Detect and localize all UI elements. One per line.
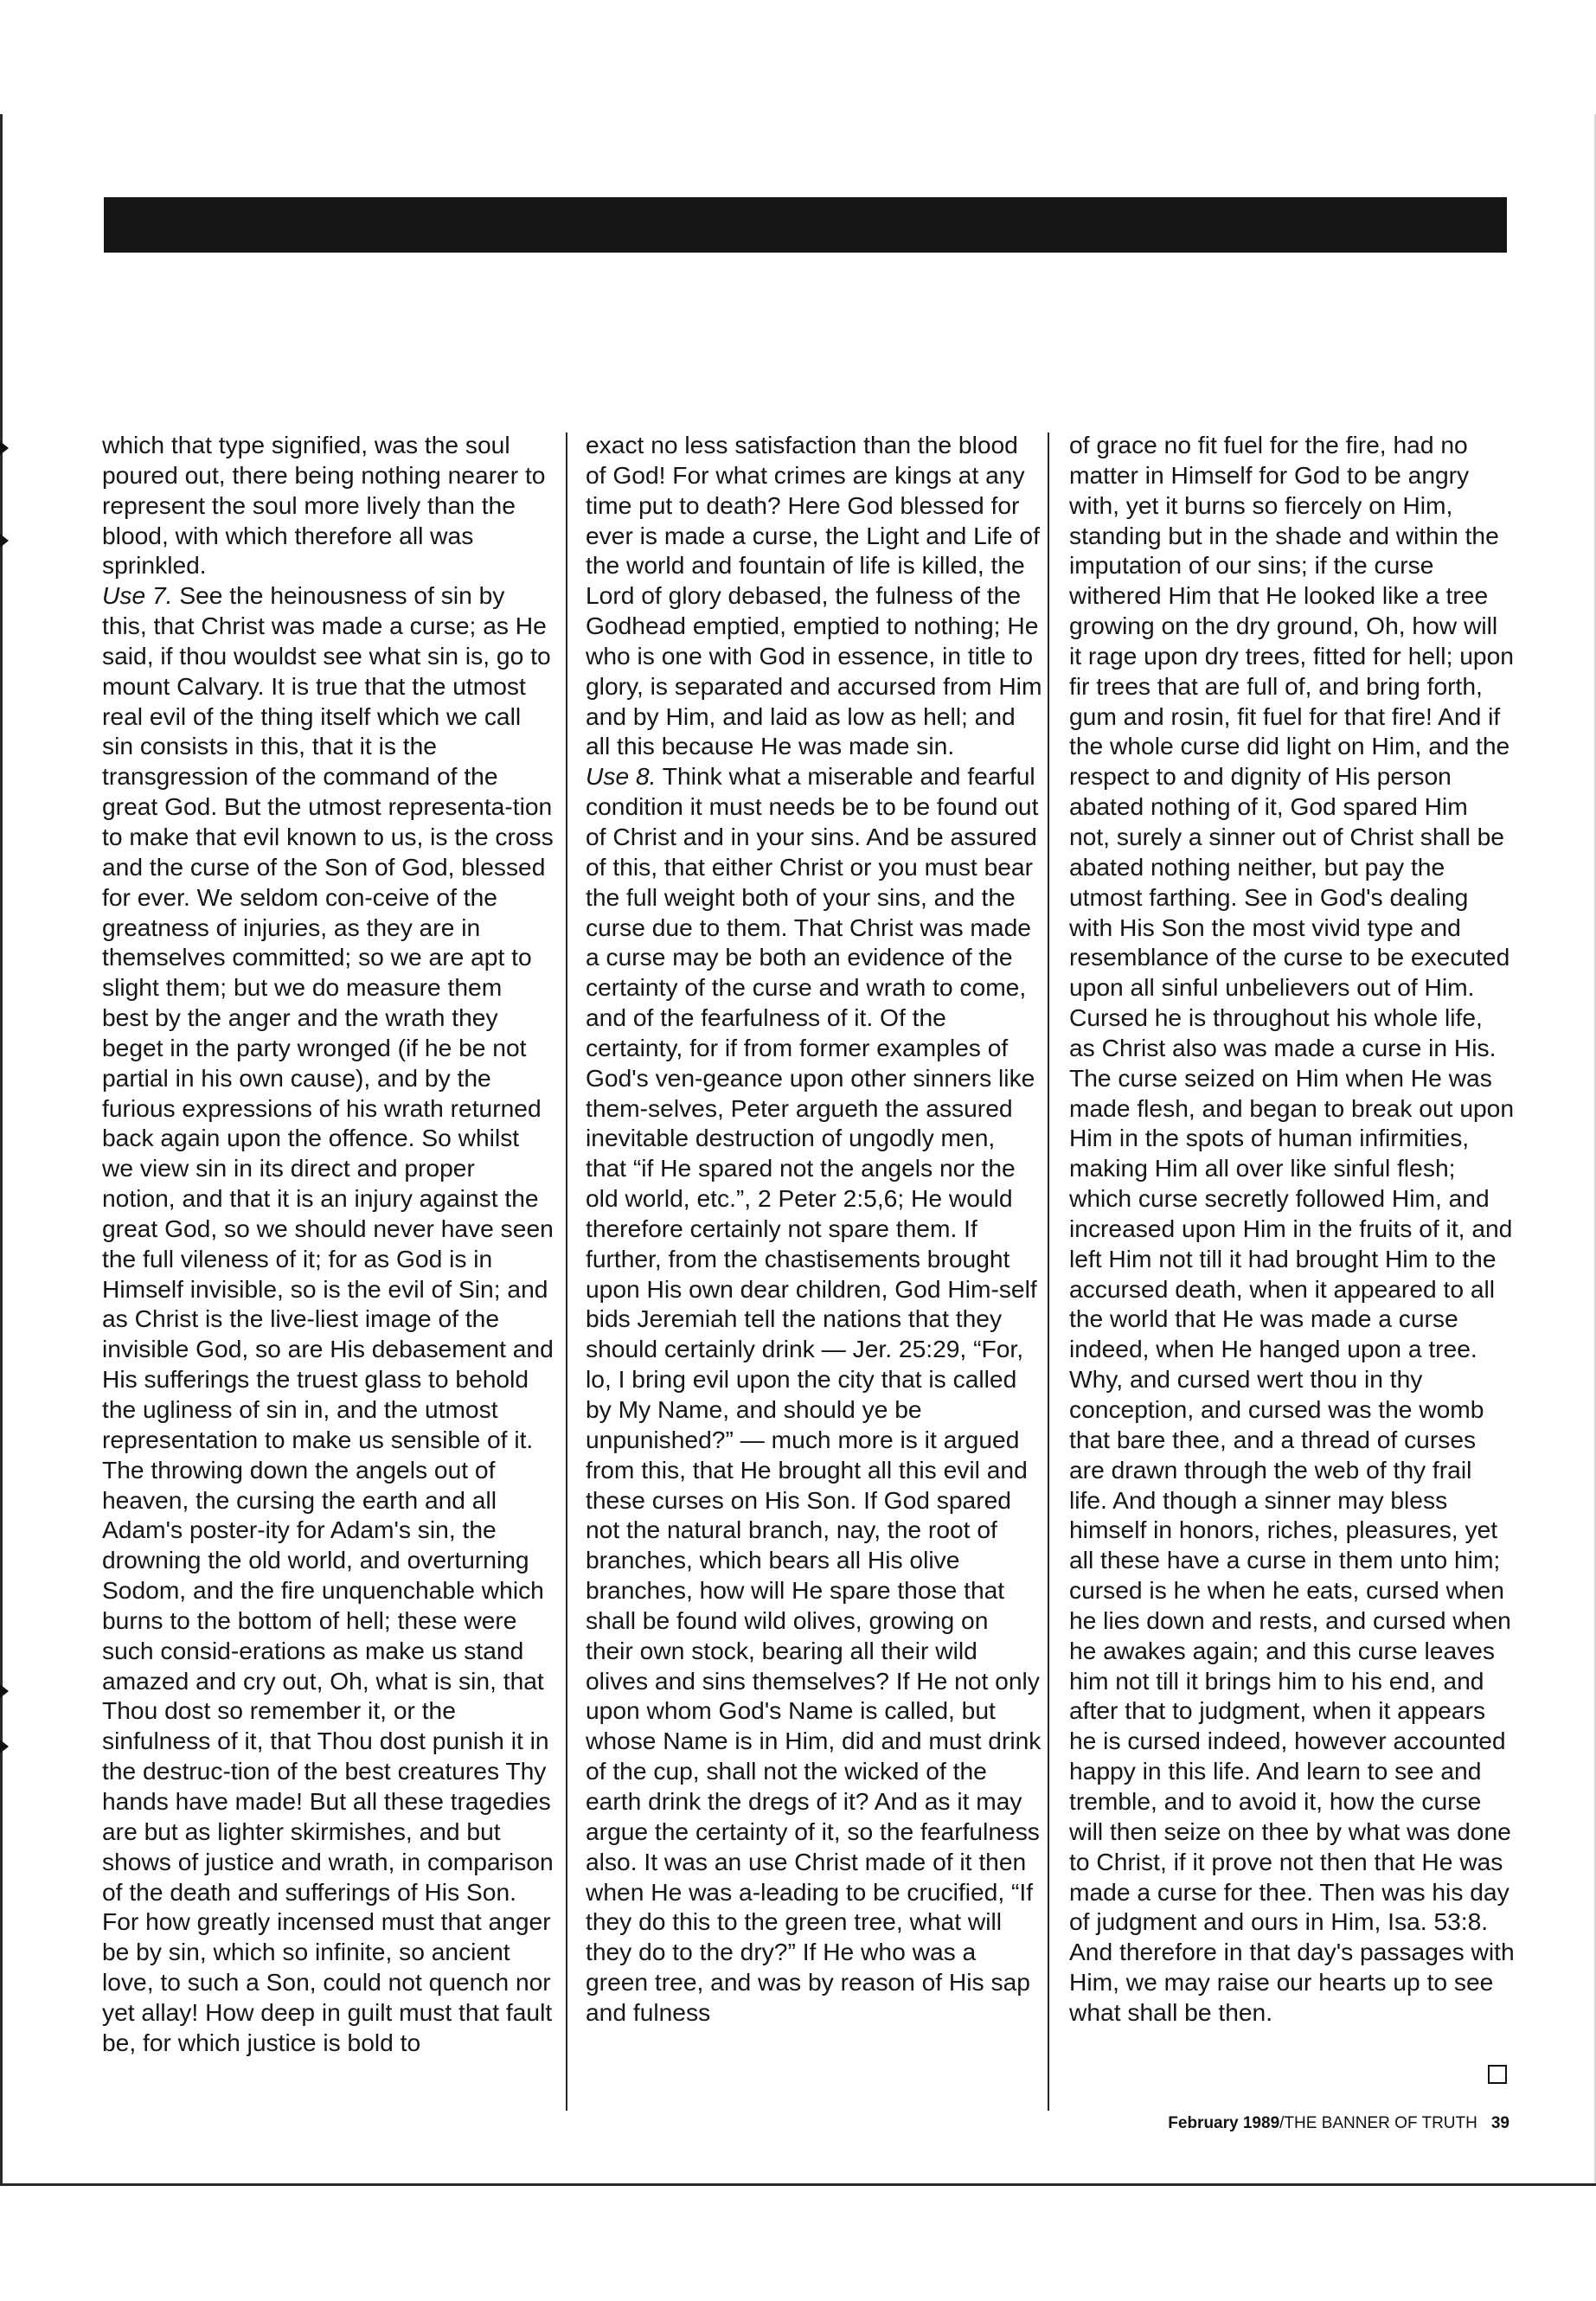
paragraph-text: Think what a miserable and fearful condition it must needs be to be found out of Christ and in your sins. And be assured of this, that either Christ or you must bear the full weight both of your sins, and the curse due to them. That Christ was made a curse may be both an evidence of the certainty of the curse and wrath to come, and of the fearfulness of it. Of the certainty, for if from former examples of God's ven-geance upon other sinners like them-selves, Peter argueth the assured inevitable destruction of ungodly men, that “if He spared not the angels nor the old world, etc.”, 2 Peter 2:5,6; He would therefore certainly not spare them. If further, from the chastisements brought upon His own dear children, God Him-self bids Jeremiah tell the nations that they should certainly drink — Jer. 25:29, “For, lo, I bring evil upon the city that is called by My Name, and should ye be unpunished?” — much more is it argued from this, that He brought all this evil and these curses on His Son. If God spared not the natural branch, nay, the root of branches, which bears all His olive branches, how will He spare those that shall be found wild olives, growing on their own stock, bearing all their wild olives and sins themselves? If He not only upon whom God's Name is called, but whose Name is in Him, did and must drink of the cup, shall not the wicked of the earth drink the dregs of it? And as it may argue the certainty of it, so the fearfulness also. It was an use Christ made of it then when He was a-leading to be crucified, “If they do this to the green tree, what will they do to the dry?” If He who was a green tree, and was by reason of His sap and fulness bbox=[586, 762, 1042, 2026]
margin-registration-mark bbox=[0, 1740, 9, 1753]
page-number: 39 bbox=[1490, 2114, 1509, 2132]
article-column-2 bbox=[586, 430, 1042, 2112]
article-column-1 bbox=[102, 430, 554, 2112]
top-margin bbox=[0, 0, 1596, 114]
margin-registration-mark bbox=[0, 441, 9, 455]
paragraph: exact no less satisfaction than the blood of God! For what crimes are kings at any time put to death? Here God blessed for ever is made a curse, the Light and Life of the world and fountain of life is killed, the Lord of glory debased, the fulness of the Godhead emptied, emptied to nothing; He who is one with God in essence, in title to glory, is separated and accursed from Him and by Him, and laid as low as hell; and all this because He was made sin. bbox=[586, 431, 1042, 760]
page-edge-bottom bbox=[0, 2183, 1596, 2186]
page-edge-left bbox=[0, 114, 3, 2186]
margin-registration-mark bbox=[0, 534, 9, 548]
use-label: Use 7. bbox=[102, 581, 173, 610]
paragraph: which that type signified, was the soul poured out, there being nothing nearer to represent the soul more lively than the blood, with which therefore all was sprinkled. bbox=[102, 431, 546, 580]
margin-registration-mark bbox=[0, 1684, 9, 1698]
footer-publication: THE BANNER OF TRUTH bbox=[1284, 2114, 1477, 2132]
column-divider bbox=[1048, 433, 1049, 2111]
paragraph-text: See the heinousness of sin by this, that Christ was made a curse; as He said, if thou wouldst see what sin is, go to mount Calvary. It is true that the utmost real evil of the thing itself which we call sin consists in this, that it is the transgression of the command of the great God. But the utmost representa-tion to make that evil known to us, is the cross and the curse of the Son of God, blessed for ever. We seldom con-ceive of the greatness of injuries, as they are in themselves committed; so we are apt to slight them; but we do measure them best by the anger and the wrath they beget in the party wronged (if he be not partial in his own cause), and by the furious expressions of his wrath returned back again upon the offence. So whilst we view sin in its direct and proper notion, and that it is an injury against the great God, so we should never have seen the full vileness of it; for as God is in Himself invisible, so is the evil of Sin; and as Christ is the live-liest image of the invisible God, so are His debasement and His sufferings the truest glass to behold the ugliness of sin in, and the utmost representation to make us sensible of it. The throwing down the angels out of heaven, the cursing the earth and all Adam's poster-ity for Adam's sin, the drowning the old world, and overturning Sodom, and the fire unquenchable which burns to the bottom of hell; these were such consid-erations as make us stand amazed and cry out, Oh, what is sin, that Thou dost so remember it, or the sinfulness of it, that Thou dost punish it in the destruc-tion of the best creatures Thy hands have made! But all these tragedies are but as lighter skirmishes, and but shows of justice and wrath, in comparison of the death and sufferings of His Son. For how greatly incensed must that anger be by sin, which so infinite, so ancient love, to such a Son, could not quench nor yet allay! How deep in guilt must that fault be, for which justice is bold to bbox=[102, 581, 554, 2056]
footer-date: February 1989 bbox=[1168, 2114, 1280, 2132]
page-footer bbox=[1168, 2114, 1509, 2133]
article-column-3 bbox=[1069, 430, 1515, 2112]
header-bar bbox=[104, 197, 1507, 253]
column-divider bbox=[566, 433, 567, 2111]
use-label: Use 8. bbox=[586, 762, 657, 791]
paragraph-use-7 bbox=[102, 580, 554, 2057]
end-of-article-box-icon bbox=[1488, 2065, 1507, 2084]
footer-separator: / bbox=[1279, 2114, 1285, 2132]
paragraph-use-8 bbox=[586, 761, 1042, 2027]
paragraph: of grace no fit fuel for the fire, had no matter in Himself for God to be angry with, yet it burns so fiercely on Him, standing but in the shade and within the imputation of our sins; if the curse withered Him that He looked like a tree growing on the dry ground, Oh, how will it rage upon dry trees, fitted for hell; upon fir trees that are full of, and bring forth, gum and rosin, fit fuel for that fire! And if the whole curse did light on Him, and the respect to and dignity of His person abated nothing of it, God spared Him not, surely a sinner out of Christ shall be abated nothing neither, but pay the utmost farthing. See in God's dealing with His Son the most vivid type and resemblance of the curse to be executed upon all sinful unbelievers out of Him. Cursed he is throughout his whole life, as Christ also was made a curse in His. The curse seized on Him when He was made flesh, and began to break out upon Him in the spots of human infirmities, making Him all over like sinful flesh; which curse secretly followed Him, and increased upon Him in the fruits of it, and left Him not till it had brought Him to the accursed death, when it appeared to all the world that He was made a curse indeed, when He hanged upon a tree. Why, and cursed wert thou in thy conception, and cursed was the womb that bare thee, and a thread of curses are drawn through the web of thy frail life. And though a sinner may bless himself in honors, riches, pleasures, yet all these have a curse in them unto him; cursed is he when he eats, cursed when he lies down and rests, and cursed when he awakes again; and this curse leaves him not till it brings him to his end, and after that to judgment, when it appears he is cursed indeed, however accounted happy in this life. And learn to see and tremble, and to avoid it, how the curse will then seize on thee by what was done to Christ, if it prove not then that He was made a curse for thee. Then was his day of judgment and ours in Him, Isa. 53:8. And therefore in that day's passages with Him, we may raise our hearts up to see what shall be then. bbox=[1069, 431, 1515, 2026]
